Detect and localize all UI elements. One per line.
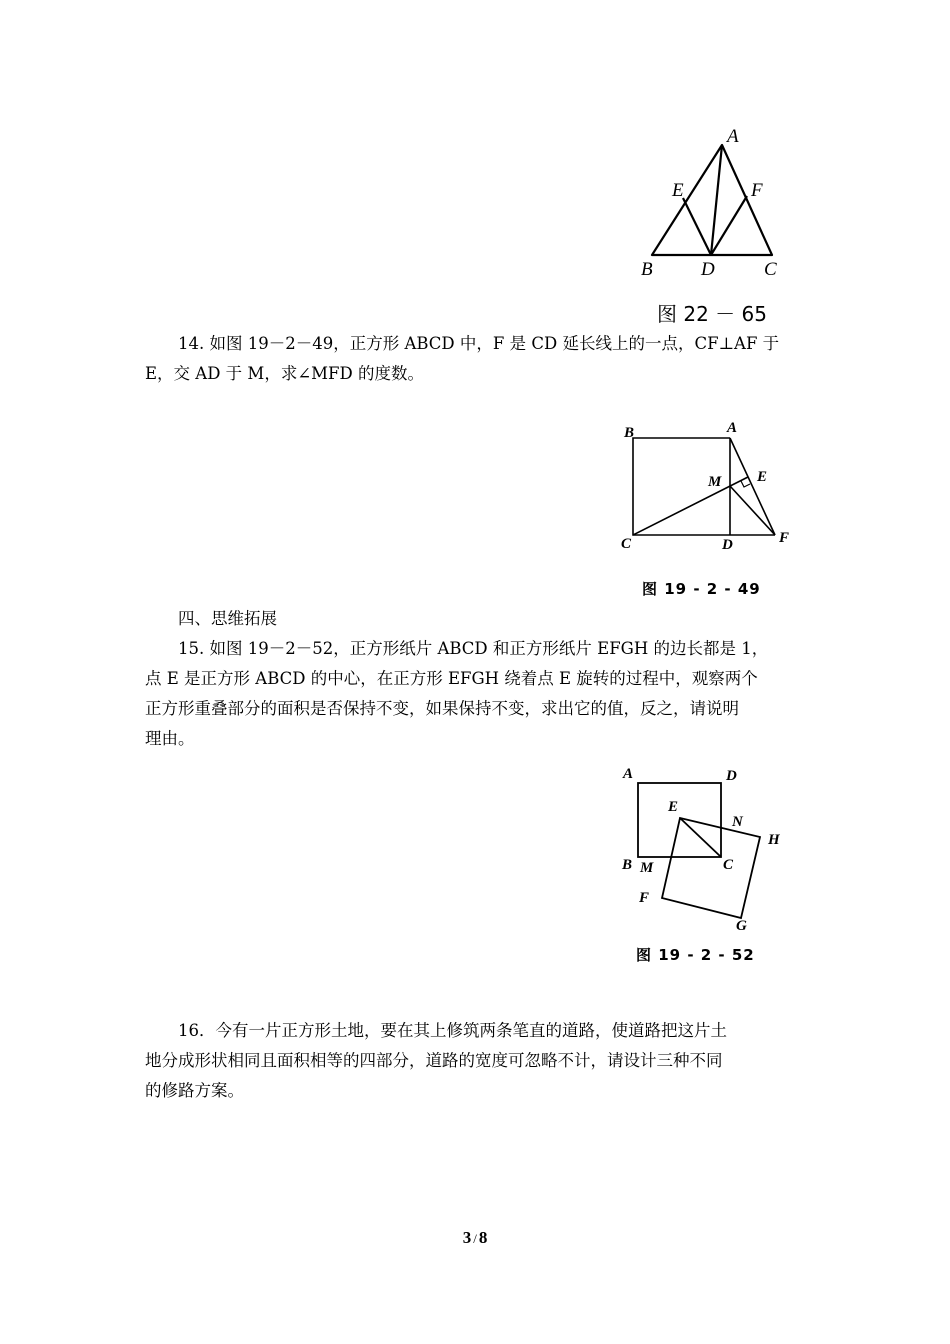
label-e: E <box>757 469 768 485</box>
label-b: B <box>622 857 633 873</box>
segment-ed <box>683 198 711 255</box>
label-m: M <box>708 474 722 490</box>
label-c: C <box>621 536 632 552</box>
problem-16 <box>145 1016 810 1106</box>
label-f: F <box>779 530 790 546</box>
square-efgh <box>662 818 760 918</box>
figure-19-2-52-diagram <box>615 760 795 935</box>
label-b: B <box>641 259 653 280</box>
page-separator: / <box>473 1231 477 1246</box>
label-a: A <box>727 420 738 436</box>
problem-14-line-1: 14. 如图 19－2－49，正方形 ABCD 中，F 是 CD 延长线上的一点，CF⊥AF 于 <box>178 334 780 353</box>
section-4-heading: 四、思维拓展 <box>178 609 277 628</box>
label-g: G <box>736 918 747 934</box>
problem-15-line-1: 15. 如图 19－2－52，正方形纸片 ABCD 和正方形纸片 EFGH 的边长都是 1， <box>178 639 769 658</box>
problem-16-line-2: 地分成形状相同且面积相等的四部分，道路的宽度可忽略不计，请设计三种不同 <box>145 1051 723 1070</box>
label-e: E <box>672 180 684 201</box>
label-m: M <box>640 860 654 876</box>
page-current: 3 <box>462 1228 472 1247</box>
problem-15-line-2: 点 E 是正方形 ABCD 的中心，在正方形 EFGH 绕着点 E 旋转的过程中，观察两个 <box>145 669 758 688</box>
problem-14-line-2: E，交 AD 于 M，求∠MFD 的度数。 <box>145 364 424 383</box>
problem-14 <box>145 329 810 389</box>
figure-19-2-49-diagram <box>610 415 800 555</box>
label-d: D <box>726 768 737 784</box>
figure-19-2-52-caption: 图 19 - 2 - 52 <box>636 946 755 964</box>
figure-22-65-caption: 图 22 － 65 <box>657 302 767 326</box>
label-c: C <box>723 857 734 873</box>
figure-19-2-49 <box>610 415 800 555</box>
problem-16-line-3: 的修路方案。 <box>145 1081 244 1100</box>
figure-19-2-49-caption: 图 19 - 2 - 49 <box>642 580 761 598</box>
problem-15-line-4: 理由。 <box>145 729 195 748</box>
label-h: H <box>768 832 780 848</box>
label-c: C <box>764 259 777 280</box>
segment-mf <box>730 486 775 535</box>
label-f: F <box>639 890 650 906</box>
segment-ec <box>680 818 721 857</box>
label-d: D <box>722 537 733 553</box>
label-a: A <box>623 766 634 782</box>
label-d: D <box>701 259 715 280</box>
label-a: A <box>727 126 739 147</box>
problem-16-line-1: 16．今有一片正方形土地，要在其上修筑两条笔直的道路，使道路把这片土 <box>178 1021 727 1040</box>
problem-15-line-3: 正方形重叠部分的面积是否保持不变，如果保持不变，求出它的值，反之，请说明 <box>145 699 739 718</box>
problem-15 <box>145 634 810 754</box>
section-4 <box>145 604 810 634</box>
figure-19-2-52 <box>615 760 795 935</box>
right-angle-mark <box>741 481 750 487</box>
segment-af <box>730 438 775 535</box>
label-e: E <box>668 799 679 815</box>
page-total: 8 <box>478 1228 488 1247</box>
page-number <box>0 1228 950 1248</box>
label-f: F <box>751 180 763 201</box>
label-n: N <box>732 814 743 830</box>
label-b: B <box>624 425 635 441</box>
